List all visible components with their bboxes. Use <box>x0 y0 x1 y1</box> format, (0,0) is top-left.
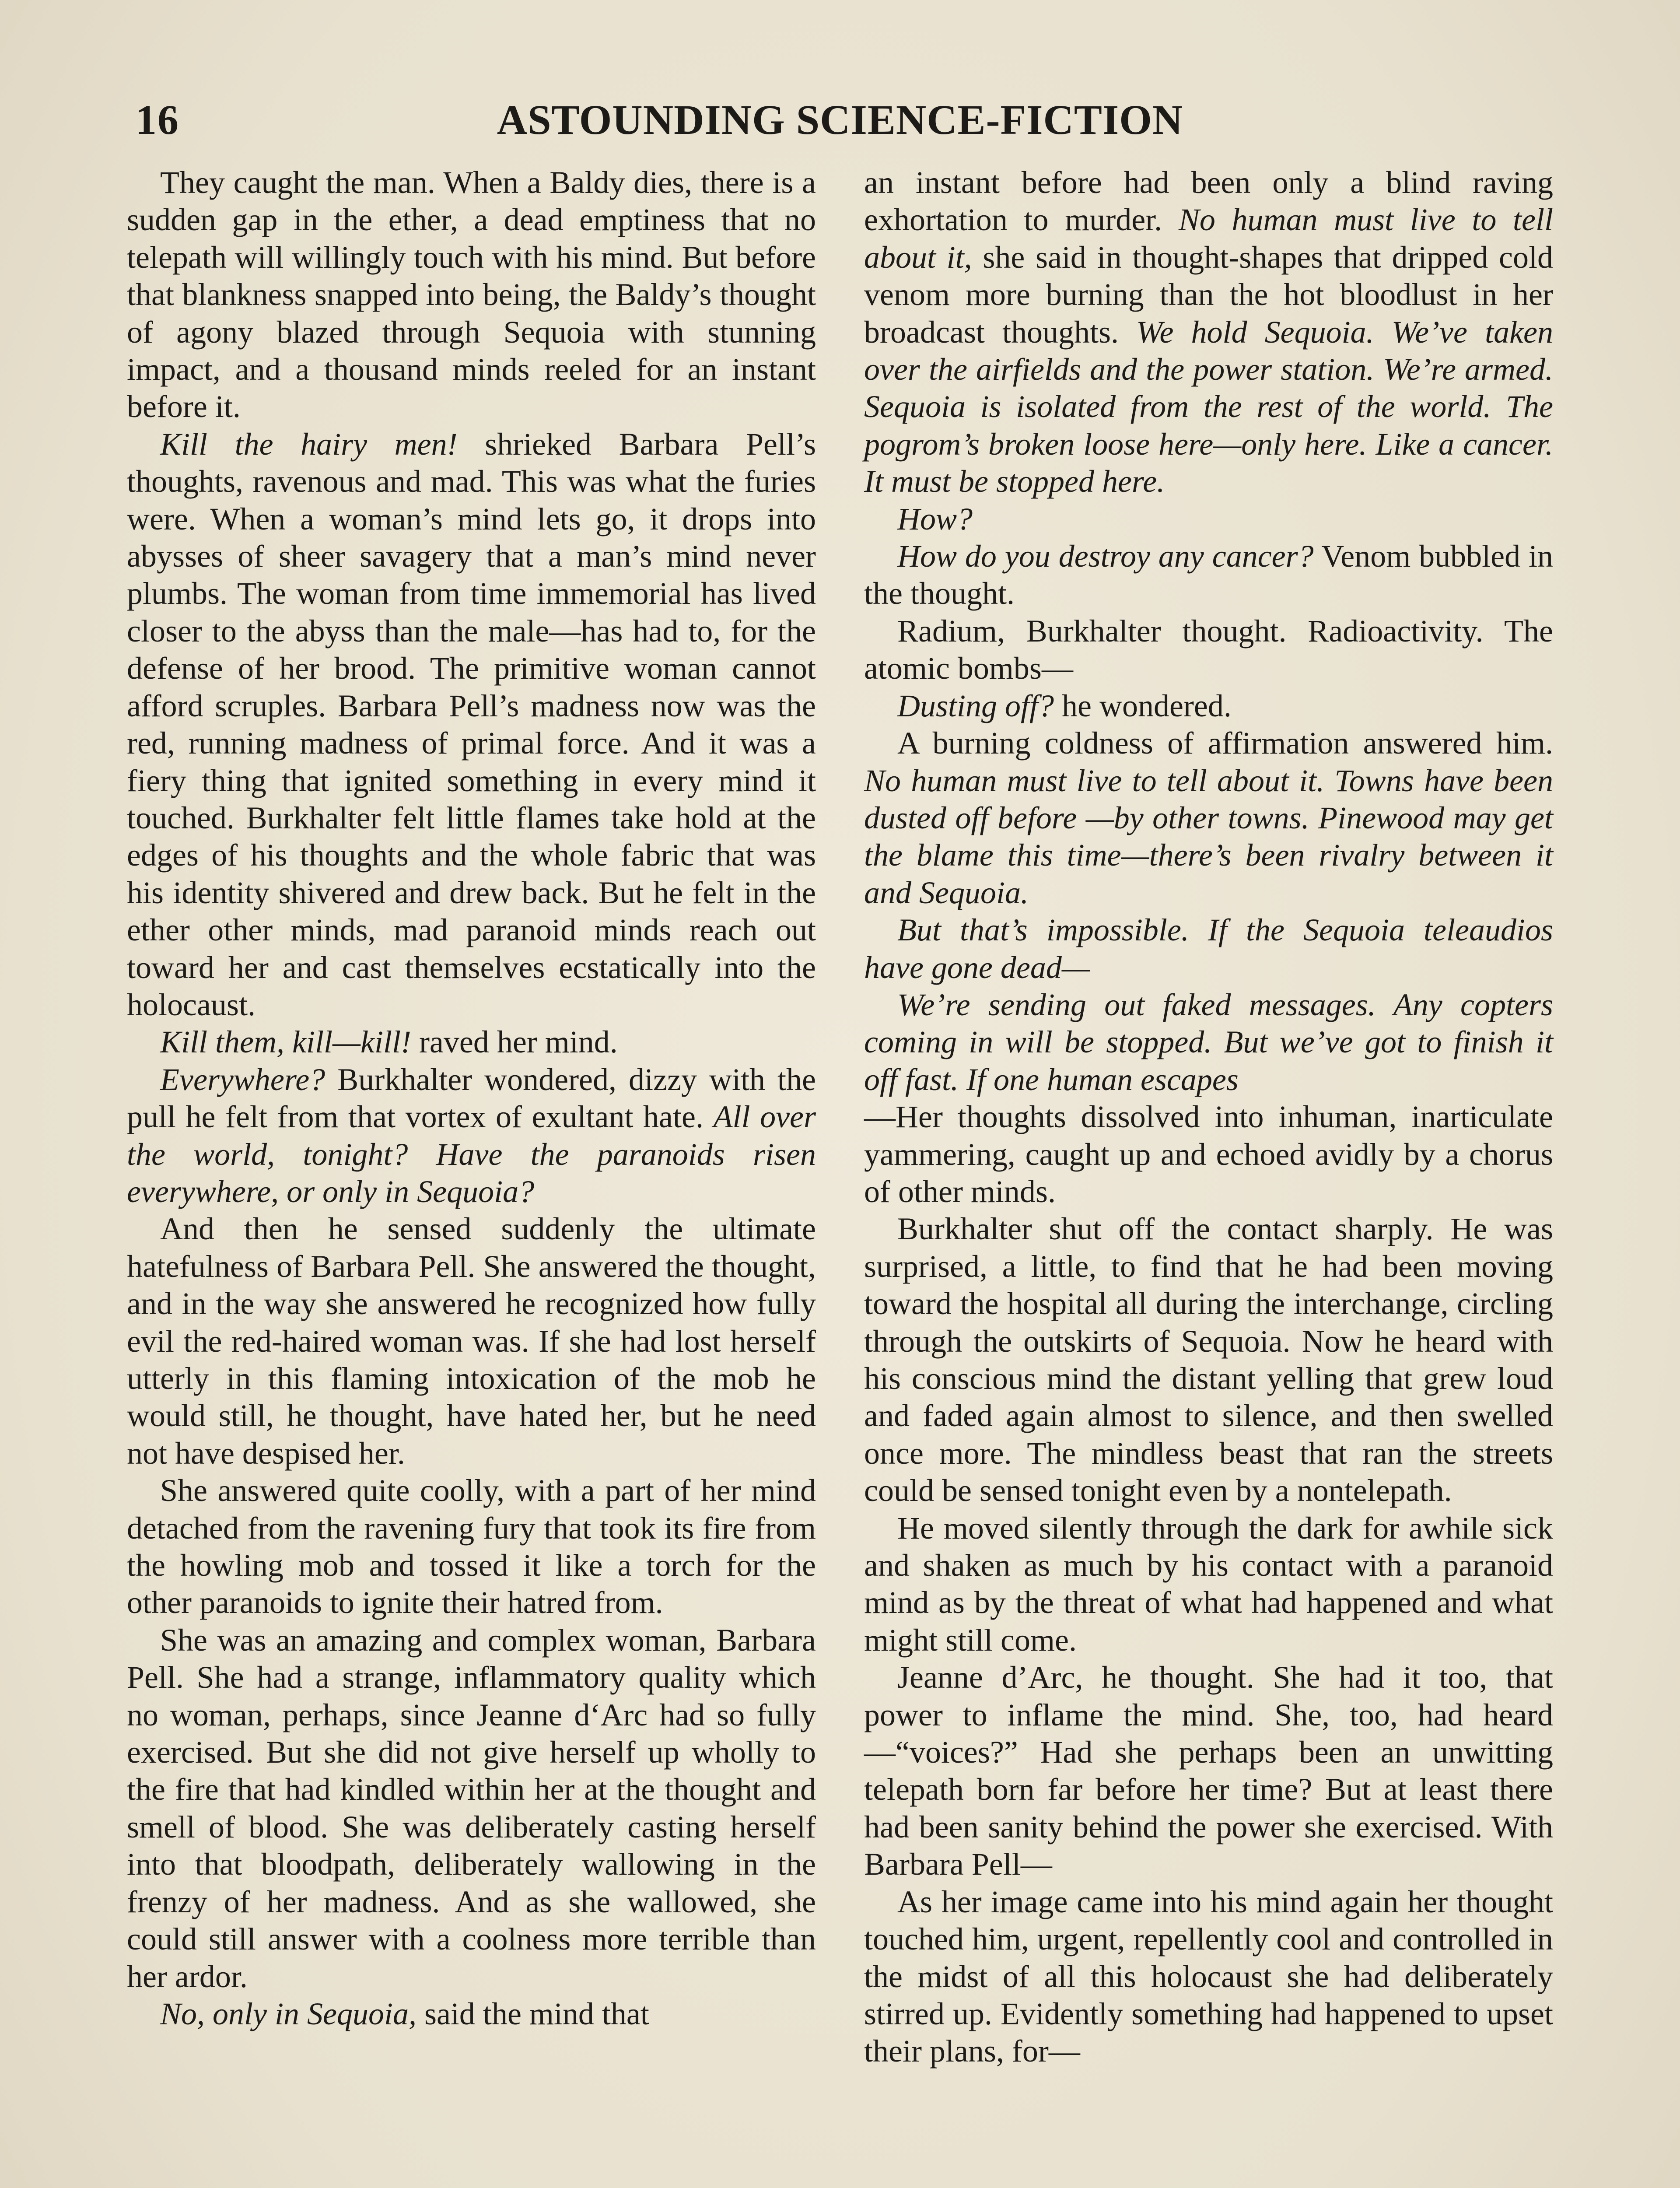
page-number: 16 <box>136 96 179 143</box>
paragraph: Everywhere? Burkhalter wondered, dizzy with the pull he felt from that vortex of exultant hate. All over the world, tonight? Have the paranoids risen everywhere, or only in Sequoia? <box>127 1062 816 1209</box>
paragraph: And then he sensed suddenly the ultimate hatefulness of Barbara Pell. She answered the thought, and in the way she answered he recognized how fully evil the red-haired woman was. If she had lost herself utterly in this flaming intoxication of the mob he would still, he thought, have hated her, but he need not have despised her. <box>127 1211 816 1471</box>
paragraph: He moved silently through the dark for awhile sick and shaken as much by his contact with a paranoid mind as by the threat of what had happened and what might still come. <box>864 1510 1553 1658</box>
paragraph: Kill the hairy men! shrieked Barbara Pell’s thoughts, ravenous and mad. This was what the furies were. When a woman’s mind lets go, it drops into abysses of sheer savagery that a man’s mind never plumbs. The woman from time immemorial has lived closer to the abyss than the male—has had to, for the defense of her brood. The primitive woman cannot afford scruples. Barbara Pell’s madness now was the red, running madness of primal force. And it was a fiery thing that ignited something in every mind it touched. Burkhalter felt little flames take hold at the edges of his thoughts and the whole fabric that was his identity shivered and drew back. But he felt in the ether other minds, mad paranoid minds reach out toward her and cast themselves ecstatically into the holocaust. <box>127 426 816 1022</box>
paragraph: She answered quite coolly, with a part of her mind detached from the ravening fury that took its fire from the howling mob and tossed it like a torch for the other paranoids to ignite their hatred from. <box>127 1473 816 1620</box>
paragraph: But that’s impossible. If the Sequoia teleaudios have gone dead— <box>864 912 1553 985</box>
paragraph: As her image came into his mind again her thought touched him, urgent, repellently cool and controlled in the midst of all this holocaust she had deliberately stirred up. Evidently something had happened to upset their plans, for— <box>864 1884 1553 2069</box>
paragraph: Burkhalter shut off the contact sharply. He was surprised, a little, to find that he had been moving toward the hospital all during the interchange, circling through the outskirts of Sequoia. Now he heard with his conscious mind the distant yelling that grew loud and faded again almost to silence, and then swelled once more. The mindless beast that ran the streets could be sensed tonight even by a nontelepath. <box>864 1211 1553 1508</box>
paragraph: How do you destroy any cancer? Venom bubbled in the thought. <box>864 539 1553 611</box>
paragraph: No, only in Sequoia, said the mind that <box>160 1996 649 2031</box>
right-column <box>864 164 1553 2070</box>
page-header <box>127 95 1553 148</box>
paragraph: How? <box>897 501 973 536</box>
text-columns <box>127 164 1553 2188</box>
paragraph: We’re sending out faked messages. Any copters coming in will be stopped. But we’ve got to finish it off fast. If one human escapes <box>864 987 1553 1097</box>
paragraph: Dusting off? he wondered. <box>897 688 1232 723</box>
paragraph: They caught the man. When a Baldy dies, there is a sudden gap in the ether, a dead emptiness that no telepath will willingly touch with his mind. But before that blankness snapped into being, the Baldy’s thought of agony blazed through Sequoia with stunning impact, and a thousand minds reeled for an instant before it. <box>127 165 816 424</box>
paragraph: —Her thoughts dissolved into inhuman, inarticulate yammering, caught up and echoed avidly by a chorus of other minds. <box>864 1099 1553 1209</box>
running-title: ASTOUNDING SCIENCE-FICTION <box>497 96 1183 143</box>
left-column <box>127 164 816 2033</box>
paragraph: She was an amazing and complex woman, Barbara Pell. She had a strange, inflammatory quality which no woman, perhaps, since Jeanne d‘Arc had so fully exercised. But she did not give herself up wholly to the fire that had kindled within her at the thought and smell of blood. She was deliberately casting herself into that bloodpath, deliberately wallowing in the frenzy of her madness. And as she wallowed, she could still answer with a coolness more terrible than her ardor. <box>127 1622 816 1994</box>
paragraph: A burning coldness of affirmation answered him. No human must live to tell about it. Towns have been dusted off before —by other towns. Pinewood may get the blame this time—there’s been rivalry between it and Sequoia. <box>864 726 1553 910</box>
paragraph: Jeanne d’Arc, he thought. She had it too, that power to inflame the mind. She, too, had heard—“voices?” Had she perhaps been an unwitting telepath born far before her time? But at least there had been sanity behind the power she exercised. With Barbara Pell— <box>864 1660 1553 1882</box>
paragraph: Kill them, kill—kill! raved her mind. <box>160 1024 618 1060</box>
paragraph: Radium, Burkhalter thought. Radioactivity. The atomic bombs— <box>864 613 1553 686</box>
paragraph: an instant before had been only a blind raving exhortation to murder. No human must live to tell about it, she said in thought-shapes that dripped cold venom more burning than the hot bloodlust in her broadcast thoughts. We hold Sequoia. We’ve taken over the airfields and the power station. We’re armed. Sequoia is isolated from the rest of the world. The pogrom’s broken loose here—only here. Like a cancer. It must be stopped here. <box>864 165 1553 499</box>
